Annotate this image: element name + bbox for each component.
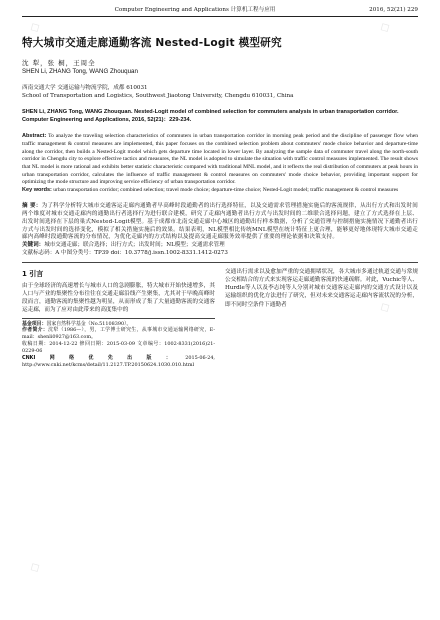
left-column (22, 268, 215, 369)
issue-page: 2016, 52(21) 229 (369, 7, 418, 13)
watermark-mark: ◇ (26, 558, 44, 577)
section-title-introduction: 1 引言 (22, 270, 44, 279)
intro-paragraph-right: 交通出行需求以及愈加严重的交通拥堵状况，各大城市多通过轨道交通与常规公交相结合的方式来实现客运走廊通勤客流的快速疏解。对此，Vuchic等人、Hurdle等人以及李志纯等人分别对城市交通客运走廊内的交通方式设计以及运输组织的优化方法进行了研究，但对未来交通客运走廊内客流状况的分析，即不同时空条件下通勤者 (225, 269, 418, 308)
footnote-author-label: 作者简介： (22, 327, 49, 334)
abstract-english-label: Abstract: (22, 133, 47, 140)
footnote-received: 收稿日期：2014-12-22 修回日期：2015-03-09 文章编号：1002-8331(2016)21-0229-06 (22, 341, 215, 355)
keywords-chinese-text: 城市交通走廊；联合选择；出行方式；出发时间；NL模型；交通需求管理 (44, 242, 225, 249)
right-column (225, 268, 418, 369)
authors-chinese: 沈 犁，张 桐，王周全 (22, 59, 96, 67)
watermark-mark: ◇ (376, 18, 394, 37)
abstract-english (22, 133, 418, 187)
abstract-chinese (22, 203, 418, 243)
keywords-english (22, 187, 418, 195)
body-columns (22, 268, 418, 369)
journal-name: Computer Engineering and Applications 计算机工程与应用 (114, 7, 276, 13)
footnote-fund-label: 基金项目： (22, 320, 47, 327)
footnote-author-text: 沈犁（1986—），男，工学博士研究生，从事城市交通运输网络研究，E-mail：shenli0927@163.com。 (22, 327, 215, 341)
running-head-spacer (22, 6, 62, 14)
citation: SHEN Li, ZHANG Tong, WANG Zhouquan. Nested-Logit model of combined selection for commuters analysis in urban transportation corridor. Computer Engineering and Applications, 2016, 52(21)：229-234. (22, 109, 399, 123)
watermark-mark: ◇ (26, 18, 44, 37)
footnote-author (22, 327, 215, 341)
abstract-english-text: To analyze the traveling selection characteristics of commuters in urban transportation corridor in morning peak period and the discipline of passenger flow when traffic management & control measures are implemented, this paper focuses on the combined selection problem about commuters' mode choice behavior and departure-time along the corridor, then builds a Nested-Logit model which gets departure time located in lower layer. By analyzing the sample data of commuter travel along the north-south corridor in Chengdu city to explore effective tactics and measures, the NL model is adopted to simulate the situation with traffic control measures implemented. The result shows that NL model is more rational and exhibits better statistic characteristic compared with traditional MNL model, and it reflects the real distribution of commuters at peak hours in urban transportation corridor, calculates the influence of traffic management & control measures on commuters' mode choice behavior, providing important support for optimizing the mode structure and improving service efficiency of urban transportation corridor. (22, 133, 418, 186)
abstract-chinese-label: 摘 要： (22, 202, 42, 209)
footnotes (22, 318, 215, 369)
intro-paragraph-left: 由于全球经济的高速增长与城市人口的急剧膨胀，特大城市开始快速增多，其人口与产业的集聚性分布往往在交通走廊沿线产生聚集，尤其对于早晚高峰时段而言，通勤客流的集聚性越为明显，从而形成了集了大量通勤客流的交通客运走廊，而为了应对由此带来的高度集中的 (22, 283, 215, 314)
affiliation (22, 85, 418, 100)
authors-english: SHEN Li, ZHANG Tong, WANG Zhouquan (22, 68, 138, 75)
footnote-online-label: CNKI网络优先出版： (22, 355, 186, 362)
footnote-online (22, 355, 215, 369)
footnote-online-text: 2015-06-24, http://www.cnki.net/kcms/detail/11.2127.TP.20150624.1030.010.html (22, 355, 215, 368)
affiliation-english: School of Transportation and Logistics, Southwest Jiaotong University, Chengdu 610031, China (22, 92, 294, 99)
doi-line: 文献标志码：A 中图分类号：TP39 doi：10.3778/j.issn.1002-8331.1412-0273 (22, 250, 228, 257)
keywords-english-text: urban transportation corridor; combined selection; travel mode choice; departure-time choice; Nested-Logit model; traffic management & control measures (51, 187, 399, 194)
abstract-chinese-text: 为了科学分析特大城市交通客运走廊内通勤者早高峰时段通勤者的出行选择特征，以及交通需求管理措施实施后的客流规律，从出行方式和出发时间两个维度对城市交通走廊内的通勤出行者选择行为进行联合建模，研究了走廊内通勤者出行方式与出发时间的二维联合选择问题，建立了方式选择在上层、出发时间选择在下层的巢式Nested-Logit模型。基于成都市北南交通走廊中心城区的通勤出行样本数据，分析了交通管理与控制措施实施情况下通勤者出行方式与出发时间的选择变化，模拟了相关措施实施后的效果。结果表明，NL模型相比传统MNL模型在统计特征上更合理，能够更好地体现特大城市交通走廊内高峰时段通勤客流的分布情况，为优化走廊内的方式结构以及提高交通走廊服务效率提供了重要的理论依据和决策支持。 (22, 202, 419, 241)
section-divider (22, 262, 418, 263)
keywords-english-label: Key words: (22, 187, 52, 194)
affiliation-chinese: 西南交通大学 交通运输与物流学院，成都 610031 (22, 85, 148, 91)
running-head (22, 6, 418, 17)
watermark-mark: ◇ (376, 298, 394, 317)
classification-codes (22, 250, 418, 258)
paper-title: 特大城市交通走廊通勤客流 Nested-Logit 模型研究 (22, 37, 282, 49)
keywords-chinese-label: 关键词： (22, 242, 45, 249)
footnote-fund-text: 国家自然科学基金（No.51108390）。 (46, 320, 132, 327)
